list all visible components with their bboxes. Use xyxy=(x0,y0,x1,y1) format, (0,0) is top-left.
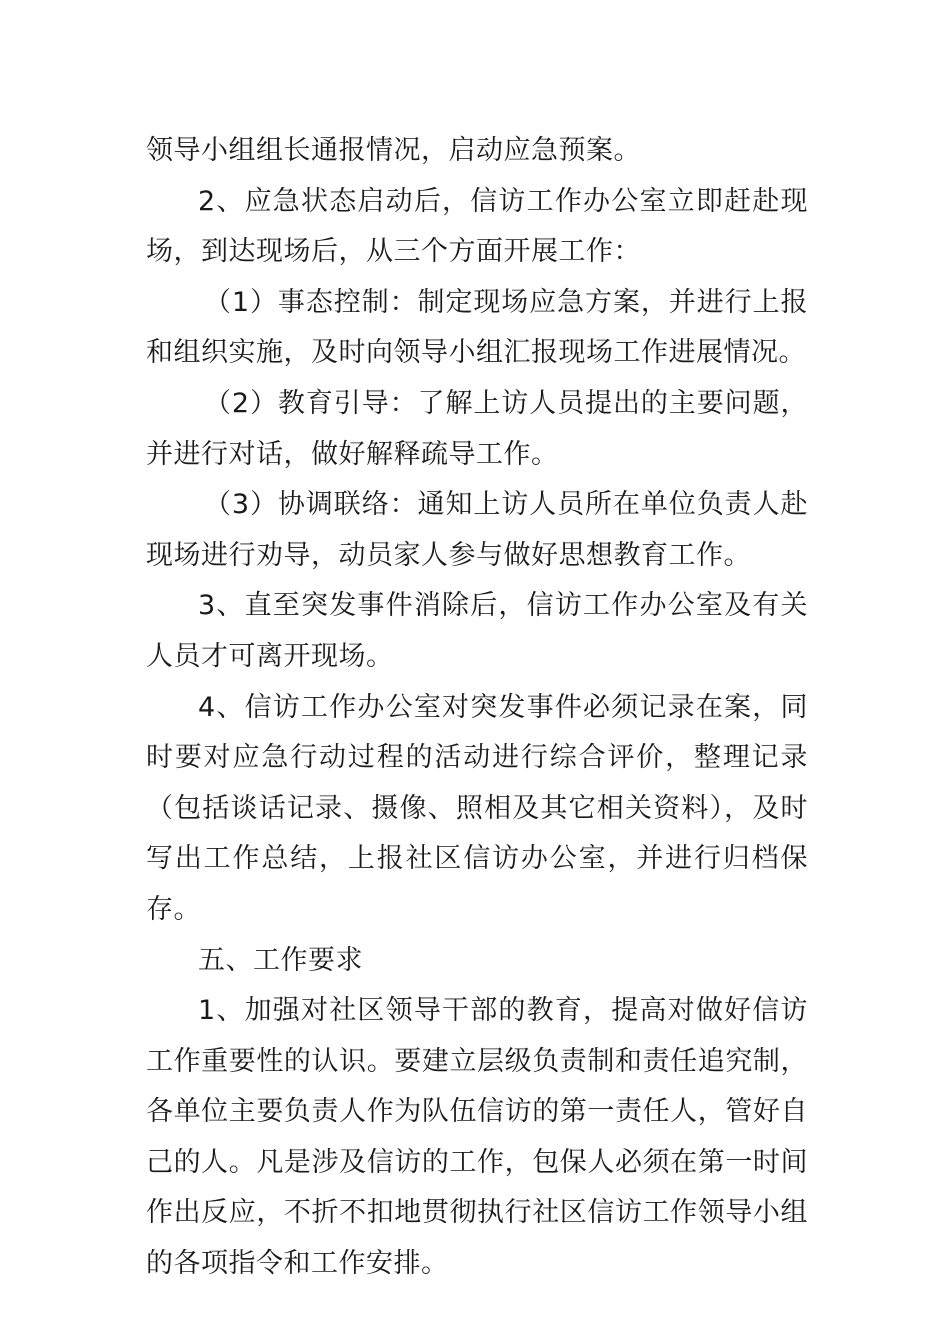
paragraph-requirement-1: 1、加强对社区领导干部的教育，提高对做好信访工作重要性的认识。要建立层级负责制和责任追究制，各单位主要负责人作为队伍信访的第一责任人，管好自己的人。凡是涉及信访的工作，包保人必须在第一时间作出反应，不折不扣地贯彻执行社区信访工作领导小组的各项指令和工作安排。 xyxy=(146,995,808,1280)
document-body xyxy=(146,126,808,1290)
paragraph-item-4: 4、信访工作办公室对突发事件必须记录在案，同时要对应急行动过程的活动进行综合评价，整理记录（包括谈话记录、摄像、照相及其它相关资料），及时写出工作总结，上报社区信访办公室，并进行归档保存。 xyxy=(146,691,808,925)
paragraph-subitem-1: （1）事态控制：制定现场应急方案，并进行上报和组织实施，及时向领导小组汇报现场工作进展情况。 xyxy=(146,286,808,369)
paragraph-subitem-2: （2）教育引导：了解上访人员提出的主要问题，并进行对话，做好解释疏导工作。 xyxy=(146,387,808,470)
paragraph-subitem-3: （3）协调联络：通知上访人员所在单位负责人赴现场进行劝导，动员家人参与做好思想教育工作。 xyxy=(146,489,808,571)
section-heading-work-requirements: 五、工作要求 xyxy=(198,944,363,976)
paragraph-item-3: 3、直至突发事件消除后，信访工作办公室及有关人员才可离开现场。 xyxy=(146,590,808,672)
paragraph-continuation: 领导小组组长通报情况，启动应急预案。 xyxy=(146,135,641,166)
paragraph-item-2: 2、应急状态启动后，信访工作办公室立即赶赴现场，到达现场后，从三个方面开展工作： xyxy=(146,185,808,268)
